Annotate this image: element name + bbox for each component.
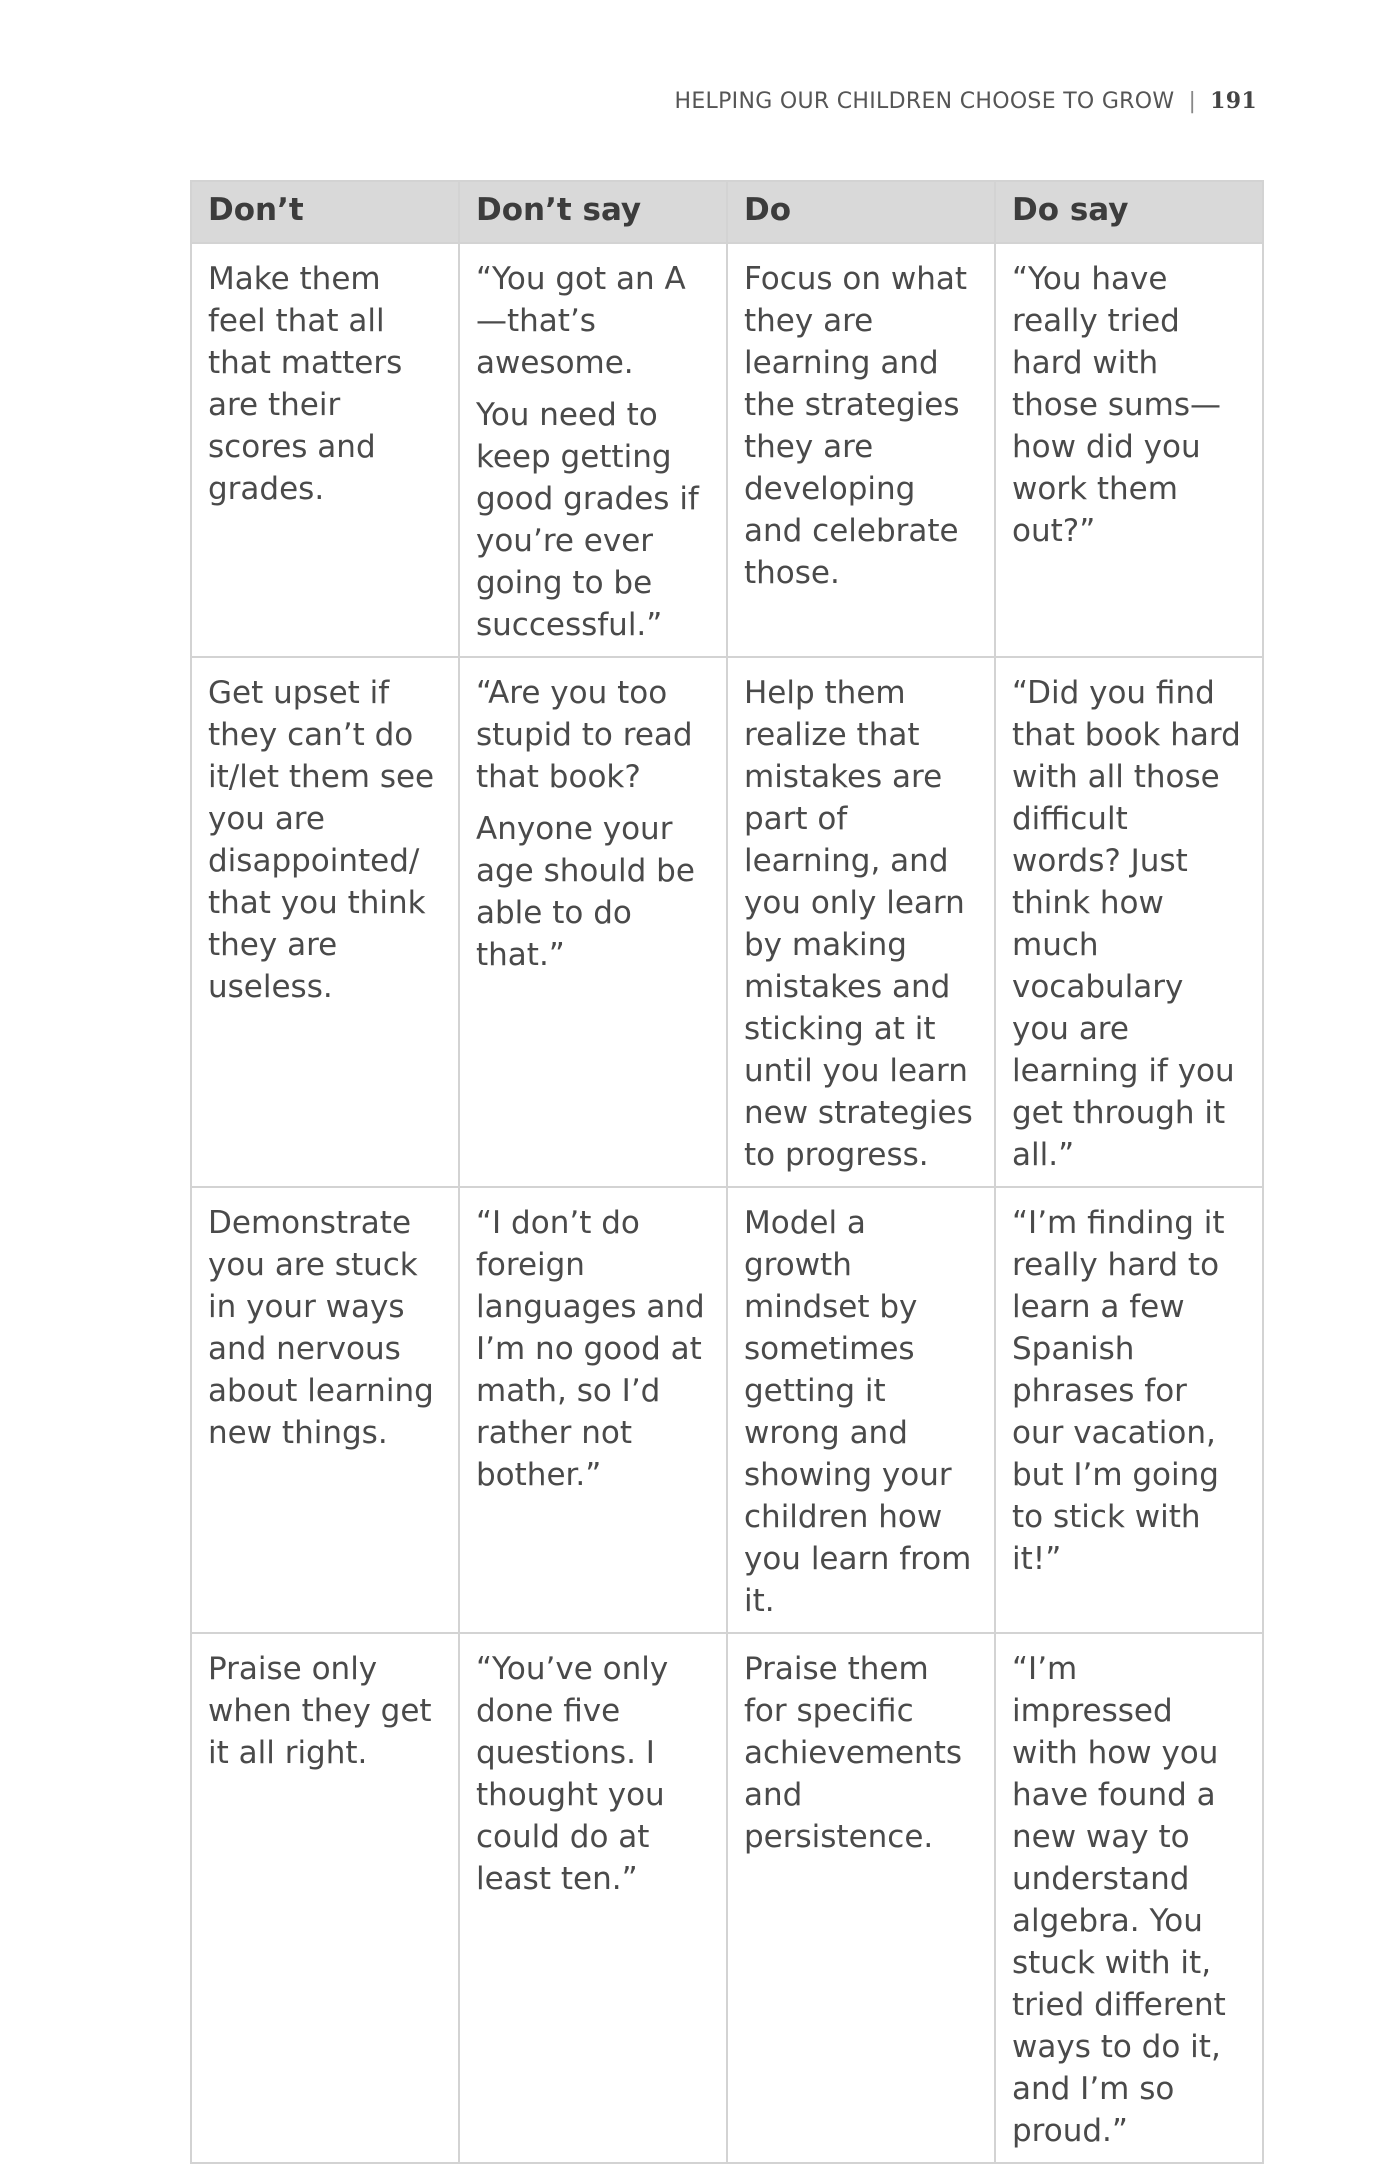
running-head-separator: | [1188, 89, 1197, 114]
running-head [675, 88, 1257, 114]
table-header-row [191, 181, 1263, 243]
cell-paragraph: “I’m finding it really hard to learn a few Spanish phrases for our vacation, but I’m going to stick with it!” [1012, 1205, 1225, 1577]
table-cell-dont [191, 1187, 459, 1633]
table-cell-dont [191, 657, 459, 1187]
column-header-dont-say: Don’t say [459, 181, 727, 243]
table-cell-dont-say [459, 657, 727, 1187]
column-header-do: Do [727, 181, 995, 243]
table-cell-dont-say [459, 243, 727, 657]
column-header-do-say: Do say [995, 181, 1263, 243]
page-number: 191 [1210, 88, 1257, 114]
cell-paragraph: Demonstrate you are stuck in your ways and nervous about learning new things. [208, 1205, 434, 1451]
table-cell-dont [191, 1633, 459, 2163]
table-row [191, 243, 1263, 657]
table-cell-do-say [995, 657, 1263, 1187]
table-row [191, 1633, 1263, 2163]
cell-paragraph: Anyone your age should be able to do that.” [476, 811, 695, 973]
cell-paragraph: “You have really tried hard with those sums—how did you work them out?” [1012, 261, 1221, 549]
table-row [191, 1187, 1263, 1633]
table-cell-dont [191, 243, 459, 657]
table-cell-do-say [995, 243, 1263, 657]
table-row [191, 657, 1263, 1187]
cell-paragraph: “I’m impressed with how you have found a new way to understand algebra. You stuck with it, tried different ways to do it, and I’m so proud.” [1012, 1651, 1226, 2149]
table-cell-dont-say [459, 1633, 727, 2163]
dos-and-donts-table [190, 180, 1264, 2164]
table-cell-do-say [995, 1187, 1263, 1633]
cell-paragraph: Focus on what they are learning and the strategies they are developing and celebrate those. [744, 261, 968, 591]
table-cell-dont-say [459, 1187, 727, 1633]
cell-paragraph: Praise them for specific achievements and persistence. [744, 1651, 963, 1855]
cell-paragraph: “You got an A—that’s awesome. [476, 261, 686, 381]
cell-paragraph: “Are you too stupid to read that book? [476, 675, 693, 795]
cell-paragraph: “I don’t do foreign languages and I’m no good at math, so I’d rather not bother.” [476, 1205, 705, 1493]
running-head-title: HELPING OUR CHILDREN CHOOSE TO GROW [674, 89, 1175, 114]
table-cell-do [727, 657, 995, 1187]
cell-paragraph: Praise only when they get it all right. [208, 1651, 432, 1771]
table-cell-do [727, 1187, 995, 1633]
cell-paragraph: “Did you find that book hard with all those difficult words? Just think how much vocabulary you are learning if you get through it all.” [1012, 675, 1241, 1173]
column-header-dont: Don’t [191, 181, 459, 243]
table-cell-do [727, 1633, 995, 2163]
cell-paragraph: “You’ve only done five questions. I thought you could do at least ten.” [476, 1651, 669, 1897]
cell-paragraph: Model a growth mindset by sometimes getting it wrong and showing your children how you learn from it. [744, 1205, 972, 1619]
table-cell-do-say [995, 1633, 1263, 2163]
cell-paragraph: Help them realize that mistakes are part of learning, and you only learn by making mistakes and sticking at it until you learn new strategies to progress. [744, 675, 973, 1173]
cell-paragraph: Get upset if they can’t do it/let them see you are disappointed/ that you think they are useless. [208, 675, 435, 1005]
table-cell-do [727, 243, 995, 657]
table-body [191, 243, 1263, 2163]
cell-paragraph: You need to keep getting good grades if you’re ever going to be successful.” [476, 397, 699, 643]
cell-paragraph: Make them feel that all that matters are their scores and grades. [208, 261, 403, 507]
